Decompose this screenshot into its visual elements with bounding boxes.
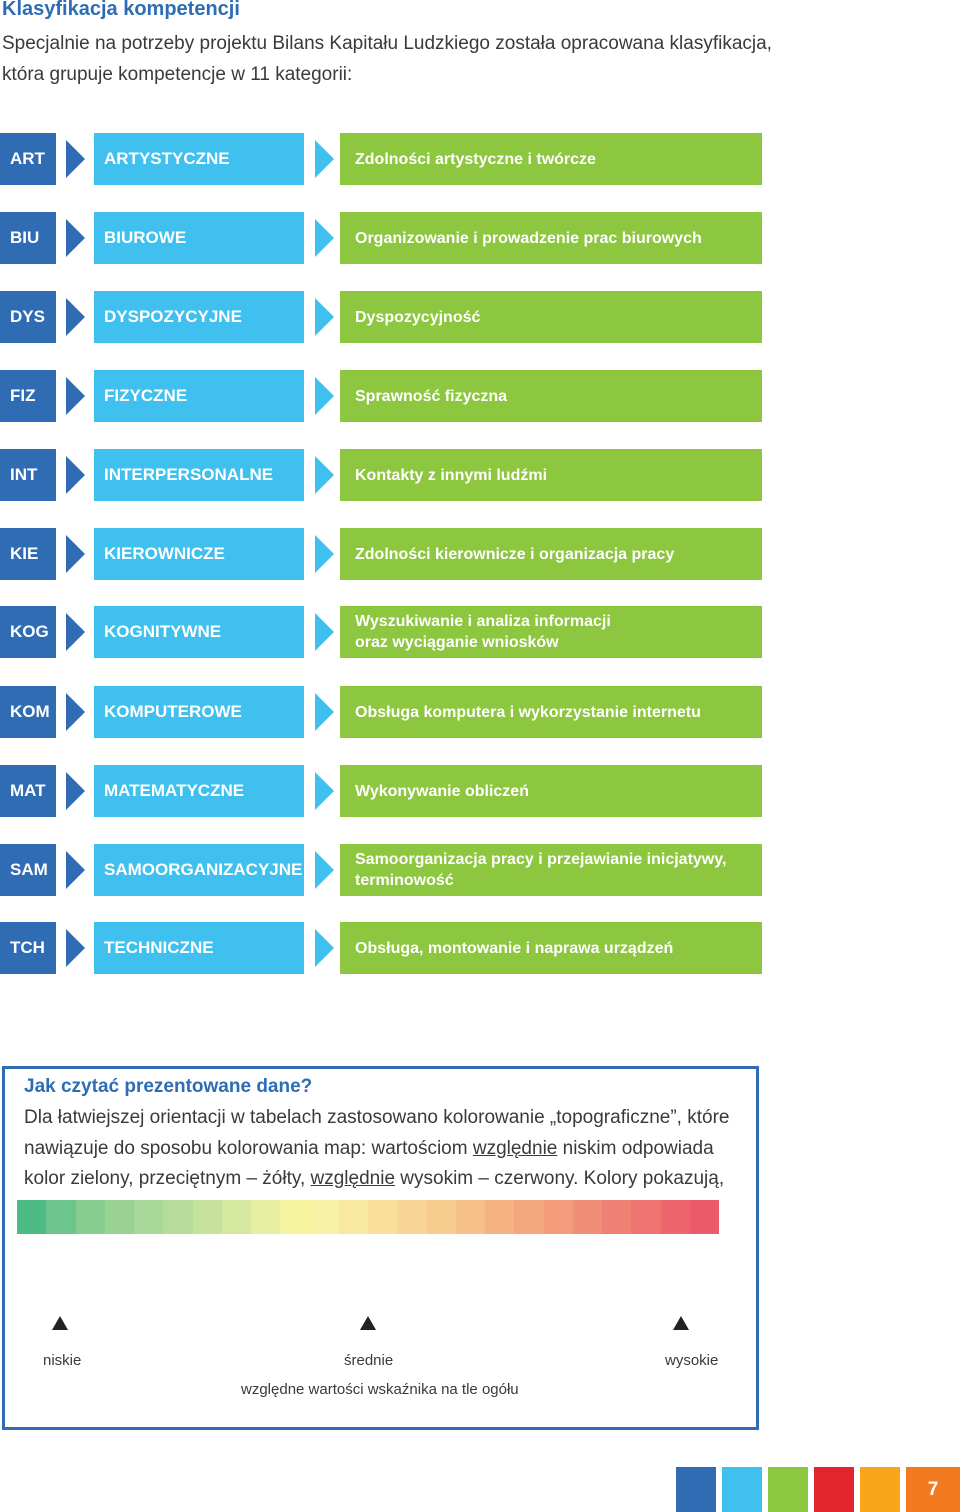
arrow-right-icon bbox=[66, 613, 85, 651]
scale-label-high: wysokie bbox=[665, 1352, 719, 1369]
arrow-right-icon bbox=[315, 140, 334, 178]
triangle-up-icon bbox=[360, 1316, 376, 1330]
arrow-right-icon bbox=[66, 140, 85, 178]
arrow-right-icon bbox=[315, 535, 334, 573]
footer-swatch-cyan bbox=[722, 1467, 762, 1512]
arrow-right-icon bbox=[66, 693, 85, 731]
scale-segment bbox=[397, 1200, 426, 1234]
competency-category: KOGNITYWNE bbox=[94, 606, 304, 658]
competency-category: ARTYSTYCZNE bbox=[94, 133, 304, 185]
arrow-right-icon bbox=[66, 535, 85, 573]
scale-segment bbox=[456, 1200, 485, 1234]
table-row bbox=[0, 291, 762, 343]
info-text: Dla łatwiejszej orientacji w tabelach zastosowano kolorowanie „topograficzne”, które nawiązuje do sposobu kolorowania map: wartościom względnie niskim odpowiada kolor zielony, przeciętnym – żółty, względnie wysokim – czerwony. Kolory pokazują, bbox=[24, 1107, 730, 1189]
scale-segment bbox=[280, 1200, 309, 1234]
page-title: Klasyfikacja kompetencji bbox=[2, 0, 240, 20]
competency-category: INTERPERSONALNE bbox=[94, 449, 304, 501]
competency-description: Wyszukiwanie i analiza informacji oraz wyciąganie wniosków bbox=[340, 606, 762, 658]
competency-category: SAMOORGANIZACYJNE bbox=[94, 844, 304, 896]
page-number: 7 bbox=[906, 1467, 960, 1512]
footer-swatch-red bbox=[814, 1467, 854, 1512]
competency-code: MAT bbox=[0, 765, 56, 817]
competency-category: FIZYCZNE bbox=[94, 370, 304, 422]
arrow-right-icon bbox=[315, 613, 334, 651]
arrow-right-icon bbox=[66, 456, 85, 494]
competency-code: TCH bbox=[0, 922, 56, 974]
competency-description: Kontakty z innymi ludźmi bbox=[340, 449, 762, 501]
competency-category: BIUROWE bbox=[94, 212, 304, 264]
scale-segment bbox=[427, 1200, 456, 1234]
scale-segment bbox=[310, 1200, 339, 1234]
table-row bbox=[0, 922, 762, 974]
competency-description: Sprawność fizyczna bbox=[340, 370, 762, 422]
competency-category: MATEMATYCZNE bbox=[94, 765, 304, 817]
arrow-right-icon bbox=[315, 456, 334, 494]
scale-segment bbox=[251, 1200, 280, 1234]
competency-code: FIZ bbox=[0, 370, 56, 422]
competency-category: DYSPOZYCYJNE bbox=[94, 291, 304, 343]
scale-segment bbox=[368, 1200, 397, 1234]
arrow-right-icon bbox=[315, 219, 334, 257]
competency-description: Organizowanie i prowadzenie prac biurowych bbox=[340, 212, 762, 264]
scale-segment bbox=[222, 1200, 251, 1234]
competency-description: Zdolności kierownicze i organizacja pracy bbox=[340, 528, 762, 580]
table-row bbox=[0, 844, 762, 896]
arrow-right-icon bbox=[315, 298, 334, 336]
table-row bbox=[0, 370, 762, 422]
scale-segment bbox=[690, 1200, 719, 1234]
triangle-up-icon bbox=[673, 1316, 689, 1330]
scale-segment bbox=[661, 1200, 690, 1234]
competency-code: KOM bbox=[0, 686, 56, 738]
table-row bbox=[0, 765, 762, 817]
competency-category: TECHNICZNE bbox=[94, 922, 304, 974]
scale-segment bbox=[339, 1200, 368, 1234]
arrow-right-icon bbox=[66, 219, 85, 257]
scale-segment bbox=[631, 1200, 660, 1234]
arrow-right-icon bbox=[66, 377, 85, 415]
table-row bbox=[0, 686, 762, 738]
table-row bbox=[0, 133, 762, 185]
triangle-up-icon bbox=[52, 1316, 68, 1330]
scale-segment bbox=[105, 1200, 134, 1234]
scale-segment bbox=[193, 1200, 222, 1234]
footer-swatch-green bbox=[768, 1467, 808, 1512]
competency-code: ART bbox=[0, 133, 56, 185]
color-scale bbox=[17, 1200, 719, 1234]
competency-description: Obsługa komputera i wykorzystanie internetu bbox=[340, 686, 762, 738]
arrow-right-icon bbox=[66, 772, 85, 810]
arrow-right-icon bbox=[315, 693, 334, 731]
scale-segment bbox=[46, 1200, 75, 1234]
scale-segment bbox=[602, 1200, 631, 1234]
arrow-right-icon bbox=[66, 929, 85, 967]
scale-segment bbox=[514, 1200, 543, 1234]
scale-segment bbox=[76, 1200, 105, 1234]
arrow-right-icon bbox=[66, 851, 85, 889]
info-title: Jak czytać prezentowane dane? bbox=[24, 1076, 313, 1097]
footer-swatch-yellow bbox=[860, 1467, 900, 1512]
scale-segment bbox=[17, 1200, 46, 1234]
competency-code: SAM bbox=[0, 844, 56, 896]
scale-label-mid: średnie bbox=[344, 1352, 394, 1369]
competency-description: Obsługa, montowanie i naprawa urządzeń bbox=[340, 922, 762, 974]
competency-code: BIU bbox=[0, 212, 56, 264]
scale-segment bbox=[573, 1200, 602, 1234]
scale-segment bbox=[134, 1200, 163, 1234]
scale-segment bbox=[163, 1200, 192, 1234]
underlined-word: względnie bbox=[472, 1137, 558, 1159]
scale-label-low: niskie bbox=[43, 1352, 82, 1369]
competency-code: KOG bbox=[0, 606, 56, 658]
competency-code: DYS bbox=[0, 291, 56, 343]
competency-code: INT bbox=[0, 449, 56, 501]
table-row bbox=[0, 212, 762, 264]
arrow-right-icon bbox=[315, 851, 334, 889]
arrow-right-icon bbox=[315, 772, 334, 810]
scale-segment bbox=[485, 1200, 514, 1234]
competency-category: KOMPUTEROWE bbox=[94, 686, 304, 738]
table-row bbox=[0, 449, 762, 501]
scale-segment bbox=[544, 1200, 573, 1234]
table-row bbox=[0, 606, 762, 658]
arrow-right-icon bbox=[315, 929, 334, 967]
table-row bbox=[0, 528, 762, 580]
scale-caption: względne wartości wskaźnika na tle ogółu bbox=[241, 1381, 519, 1398]
intro-text: Specjalnie na potrzeby projektu Bilans Kapitału Ludzkiego została opracowana klasyfikacja, która grupuje kompetencje w 11 kategorii: bbox=[2, 33, 772, 85]
info-box bbox=[2, 1066, 759, 1430]
underlined-word: względnie bbox=[310, 1168, 396, 1189]
competency-code: KIE bbox=[0, 528, 56, 580]
arrow-right-icon bbox=[315, 377, 334, 415]
competency-category: KIEROWNICZE bbox=[94, 528, 304, 580]
competency-description: Samoorganizacja pracy i przejawianie inicjatywy, terminowość bbox=[340, 844, 762, 896]
arrow-right-icon bbox=[66, 298, 85, 336]
footer-swatch-blue bbox=[676, 1467, 716, 1512]
competency-description: Zdolności artystyczne i twórcze bbox=[340, 133, 762, 185]
competency-description: Wykonywanie obliczeń bbox=[340, 765, 762, 817]
competency-description: Dyspozycyjność bbox=[340, 291, 762, 343]
